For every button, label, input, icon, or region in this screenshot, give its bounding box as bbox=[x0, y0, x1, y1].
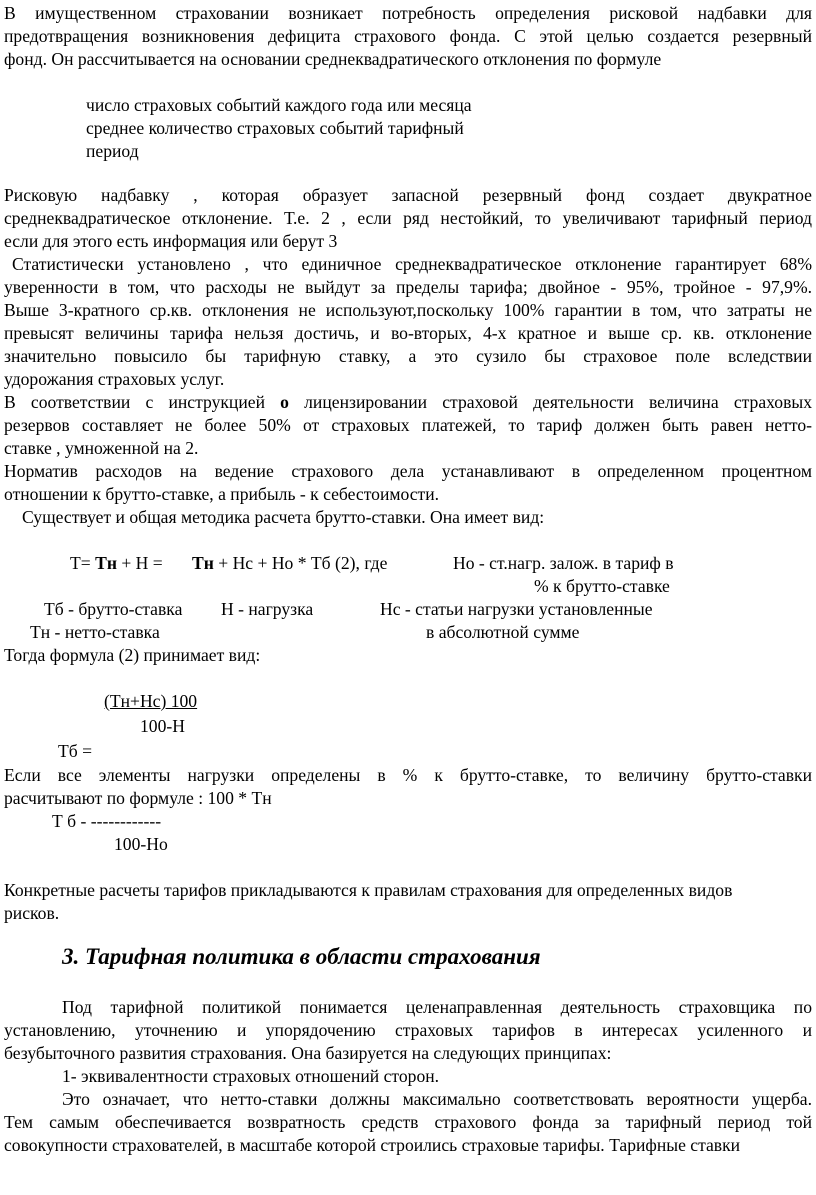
section-title: 3. Тарифная политика в области страхования bbox=[62, 944, 541, 969]
paragraph-line: Тогда формула (2) принимает вид: bbox=[4, 645, 261, 665]
formula-definition: Тб - брутто-ставка bbox=[44, 599, 183, 619]
formula-definition: число страховых событий каждого года или месяца bbox=[86, 95, 472, 115]
paragraph-line: Выше 3-кратного ср.кв. отклонения не используют,поскольку 100% гарантии в том, что затраты не bbox=[4, 300, 812, 320]
paragraph-line: фонд. Он рассчитывается на основании среднеквадратического отклонения по формуле bbox=[4, 49, 662, 69]
formula-definition: период bbox=[86, 141, 139, 161]
bold-letter: о bbox=[280, 392, 289, 412]
formula-denominator: 100-Н bbox=[140, 716, 185, 736]
formula-text: + Н = bbox=[121, 553, 163, 573]
formula-numerator: (Тн+Нс) 100 bbox=[104, 691, 198, 711]
paragraph-line: Норматив расходов на ведение страхового дела устанавливают в определенном процентном bbox=[4, 461, 812, 481]
formula-definition: среднее количество страховых событий тарифный bbox=[86, 118, 464, 138]
formula-bold: Тн bbox=[95, 553, 117, 573]
text-span: лицензировании страховой деятельности величина страховых bbox=[304, 392, 812, 412]
paragraph-line: установлению, уточнению и упорядочению страховых тарифов в интересах усиленного и bbox=[4, 1020, 812, 1040]
formula-lhs: Тб = bbox=[58, 741, 93, 761]
formula-definition: Тн - нетто-ставка bbox=[30, 622, 160, 642]
paragraph-line: среднеквадратическое отклонение. Т.е. 2 , если ряд нестойкий, то увеличивают тарифный период bbox=[4, 208, 812, 228]
paragraph-line: если для этого есть информация или берут 3 bbox=[4, 231, 338, 251]
formula-denominator: 100-Но bbox=[114, 834, 168, 854]
paragraph-line: ставке , умноженной на 2. bbox=[4, 438, 199, 458]
paragraph-line: расчитывают по формуле : 100 * Тн bbox=[4, 788, 272, 808]
paragraph-line: Статистически установлено , что единичное среднеквадратическое отклонение гарантирует 68% bbox=[12, 254, 812, 274]
paragraph-line: уверенности в том, что расходы не выйдут за пределы тарифа; двойное - 95%, тройное - 97,9%. bbox=[4, 277, 812, 297]
paragraph-line: значительно повысило бы тарифную ставку, а это сузило бы страховое поле вследствии bbox=[4, 346, 812, 366]
formula-definition: Нс - статьи нагрузки установленные bbox=[380, 599, 653, 619]
formula-text: Т= bbox=[70, 553, 91, 573]
text-span: В соответствии с инструкцией bbox=[4, 392, 265, 412]
formula-2-rest bbox=[192, 552, 387, 575]
formula-lhs: Т б - ------------ bbox=[52, 811, 162, 831]
paragraph-line: Если все элементы нагрузки определены в % к брутто-ставке, то величину брутто-ставки bbox=[4, 765, 812, 785]
paragraph-line: В имущественном страховании возникает потребность определения рисковой надбавки для bbox=[4, 3, 812, 23]
paragraph-line: предотвращения возникновения дефицита страхового фонда. С этой целью создается резервный bbox=[4, 26, 812, 46]
formula-definition: % к брутто-ставке bbox=[534, 576, 670, 596]
paragraph-line: превысят величины тарифа нельзя достичь, и во-вторых, 4-х кратное и выше ср. кв. отклонение bbox=[4, 323, 812, 343]
formula-definition: Но - ст.нагр. залож. в тариф в bbox=[453, 553, 674, 573]
paragraph-line: 1- эквивалентности страховых отношений сторон. bbox=[62, 1066, 440, 1086]
formula-2 bbox=[70, 552, 163, 575]
paragraph-line: безубыточного развития страхования. Она базируется на следующих принципах: bbox=[4, 1043, 612, 1063]
paragraph-line: удорожания страховых услуг. bbox=[4, 369, 225, 389]
paragraph-line: совокупности страхователей, в масштабе которой строились страховые тарифы. Тарифные ставки bbox=[4, 1135, 741, 1155]
paragraph-line: Существует и общая методика расчета брутто-ставки. Она имеет вид: bbox=[22, 507, 545, 527]
formula-bold: Тн bbox=[192, 553, 214, 573]
formula-definition: Н - нагрузка bbox=[221, 599, 314, 619]
paragraph-line: Тем самым обеспечивается возвратность средств страхового фонда за тарифный период той bbox=[4, 1112, 812, 1132]
paragraph-line: Это означает, что нетто-ставки должны максимально соответствовать вероятности ущерба. bbox=[62, 1089, 812, 1109]
paragraph-line: Конкретные расчеты тарифов прикладываются к правилам страхования для определенных видов bbox=[4, 880, 733, 900]
paragraph-line bbox=[4, 391, 812, 414]
paragraph-line: Под тарифной политикой понимается целенаправленная деятельность страховщика по bbox=[62, 997, 812, 1017]
paragraph-line: рисков. bbox=[4, 903, 60, 923]
paragraph-line: Рисковую надбавку , которая образует запасной резервный фонд создает двукратное bbox=[4, 185, 812, 205]
formula-text: + Нс + Но * Тб (2), где bbox=[218, 553, 388, 573]
formula-definition: в абсолютной сумме bbox=[426, 622, 580, 642]
paragraph-line: резервов составляет не более 50% от страховых платежей, то тариф должен быть равен нетто- bbox=[4, 415, 812, 435]
paragraph-line: отношении к брутто-ставке, а прибыль - к себестоимости. bbox=[4, 484, 440, 504]
